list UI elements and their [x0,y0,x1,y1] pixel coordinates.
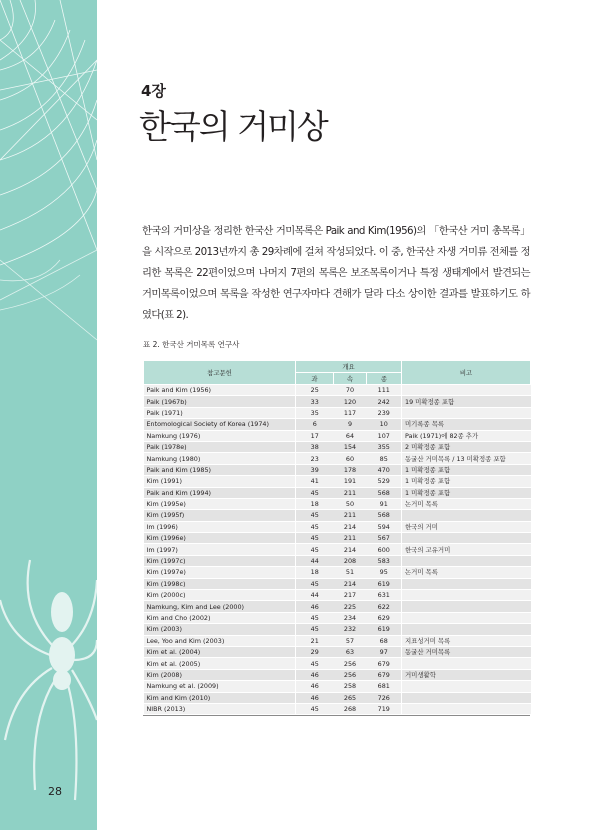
cell-genus: 64 [334,430,367,441]
cell-genus: 70 [334,385,367,396]
cell-species: 629 [367,612,402,623]
cell-species: 68 [367,635,402,646]
cell-note: 2 미확정종 포함 [402,441,531,452]
table-row [144,578,531,589]
cell-family: 46 [296,681,334,692]
cell-species: 111 [367,385,402,396]
cell-genus: 214 [334,521,367,532]
table-body [144,385,531,715]
cell-ref: NIBR (2013) [144,703,296,714]
cell-note [402,533,531,544]
cell-note [402,555,531,566]
cell-genus: 211 [334,510,367,521]
table-row [144,407,531,418]
cell-species: 568 [367,510,402,521]
table-row [144,624,531,635]
cell-family: 45 [296,624,334,635]
cell-ref: Kim (1998c) [144,578,296,589]
cell-ref: Im (1997) [144,544,296,555]
cell-genus: 50 [334,498,367,509]
cell-species: 594 [367,521,402,532]
cell-family: 45 [296,658,334,669]
cell-ref: Kim (2000c) [144,590,296,601]
cell-species: 242 [367,396,402,407]
cell-family: 45 [296,544,334,555]
cell-note: 한국의 고유거미 [402,544,531,555]
cell-family: 45 [296,533,334,544]
cell-genus: 234 [334,612,367,623]
table-row [144,681,531,692]
cell-genus: 211 [334,533,367,544]
cell-note: 1 미확정종 포함 [402,464,531,475]
table-row [144,476,531,487]
cell-ref: Kim (1991) [144,476,296,487]
cell-ref: Namkung (1976) [144,430,296,441]
cell-ref: Kim (2008) [144,669,296,680]
cell-family: 45 [296,703,334,714]
table-row [144,601,531,612]
cell-family: 46 [296,669,334,680]
cell-species: 681 [367,681,402,692]
spider-web-icon [0,0,97,830]
table-row [144,658,531,669]
cell-genus: 214 [334,544,367,555]
cell-note: Paik (1971)에 82종 추가 [402,430,531,441]
table-row [144,555,531,566]
cell-family: 18 [296,498,334,509]
cell-family: 45 [296,612,334,623]
cell-family: 45 [296,578,334,589]
table-caption: 표 2. 한국산 거미목록 연구사 [143,340,240,349]
table-row [144,498,531,509]
cell-ref: Kim et al. (2004) [144,646,296,657]
table-row [144,419,531,430]
cell-genus: 225 [334,601,367,612]
cell-genus: 268 [334,703,367,714]
cell-ref: Kim (1995f) [144,510,296,521]
cell-species: 91 [367,498,402,509]
cell-species: 583 [367,555,402,566]
cell-ref: Kim (1995e) [144,498,296,509]
cell-note [402,407,531,418]
cell-ref: Namkung et al. (2009) [144,681,296,692]
cell-ref: Kim (2003) [144,624,296,635]
cell-ref: Paik (1971) [144,407,296,418]
cell-species: 107 [367,430,402,441]
table-bottom-rule [143,715,530,716]
chapter-title: 한국의 거미상 [139,107,327,146]
table-row [144,453,531,464]
cell-genus: 258 [334,681,367,692]
cell-note: 한국의 거미 [402,521,531,532]
cell-species: 622 [367,601,402,612]
table-row [144,669,531,680]
cell-ref: Paik and Kim (1956) [144,385,296,396]
table-row [144,396,531,407]
spider-icon [0,560,97,800]
cell-genus: 214 [334,578,367,589]
cell-family: 17 [296,430,334,441]
body-paragraph: 한국의 거미상을 정리한 한국산 거미목록은 Paik and Kim(1956)의 「한국산 거미 총목록」을 시작으로 2013년까지 총 29차례에 걸쳐 작성되었다. 이 중, 한국산 자생 거미류 전체를 정리한 목록은 22편이었으며 나머지 7편의 목록은 보조목록이거나 특정 생태계에서 발견되는 거미목록이었으며 목록을 작성한 연구자마다 견해가 달라 다소 상이한 결과를 발표하기도 하였다(표 2). [142,225,530,321]
cell-ref: Entomological Society of Korea (1974) [144,419,296,430]
cell-family: 46 [296,692,334,703]
cell-genus: 117 [334,407,367,418]
header-genus: 속 [334,373,367,385]
cell-note: 동굴산 거미목록 [402,646,531,657]
cell-genus: 51 [334,567,367,578]
cell-family: 44 [296,555,334,566]
cell-ref: Kim and Cho (2002) [144,612,296,623]
cell-species: 619 [367,624,402,635]
cell-family: 18 [296,567,334,578]
cell-family: 29 [296,646,334,657]
cell-family: 6 [296,419,334,430]
cell-ref: Im (1996) [144,521,296,532]
cell-family: 45 [296,521,334,532]
cell-note [402,385,531,396]
cell-species: 679 [367,669,402,680]
table-row [144,703,531,714]
cell-note [402,658,531,669]
cell-genus: 154 [334,441,367,452]
cell-species: 97 [367,646,402,657]
cell-ref: Paik and Kim (1994) [144,487,296,498]
cell-species: 726 [367,692,402,703]
cell-family: 44 [296,590,334,601]
page-number: 28 [48,785,62,798]
cell-note: 거미생활학 [402,669,531,680]
cell-species: 568 [367,487,402,498]
cell-note [402,510,531,521]
table-row [144,464,531,475]
header-ref: 참고문헌 [144,361,296,385]
references-table [143,360,531,715]
cell-species: 719 [367,703,402,714]
cell-family: 38 [296,441,334,452]
cell-note: 1 미확정종 포함 [402,476,531,487]
cell-species: 95 [367,567,402,578]
cell-genus: 256 [334,658,367,669]
table-row [144,510,531,521]
cell-genus: 63 [334,646,367,657]
cell-genus: 256 [334,669,367,680]
cell-note: 1 미확정종 포함 [402,487,531,498]
cell-genus: 211 [334,487,367,498]
table-row [144,590,531,601]
cell-genus: 9 [334,419,367,430]
cell-genus: 191 [334,476,367,487]
cell-family: 46 [296,601,334,612]
header-note: 비고 [402,361,531,385]
cell-species: 529 [367,476,402,487]
cell-genus: 217 [334,590,367,601]
chapter-label: 4장 [141,82,166,100]
table-row [144,612,531,623]
cell-ref: Kim and Kim (2010) [144,692,296,703]
cell-note [402,590,531,601]
table-row [144,567,531,578]
cell-genus: 208 [334,555,367,566]
cell-genus: 60 [334,453,367,464]
cell-family: 25 [296,385,334,396]
cell-family: 23 [296,453,334,464]
table-row [144,430,531,441]
cell-genus: 232 [334,624,367,635]
cell-note [402,578,531,589]
cell-ref: Kim (1997e) [144,567,296,578]
cell-genus: 57 [334,635,367,646]
table-row [144,533,531,544]
cell-ref: Lee, Yoo and Kim (2003) [144,635,296,646]
cell-note: 논거미 목록 [402,498,531,509]
cell-species: 85 [367,453,402,464]
cell-species: 631 [367,590,402,601]
cell-family: 35 [296,407,334,418]
cell-ref: Namkung (1980) [144,453,296,464]
cell-ref: Paik (1967b) [144,396,296,407]
table-row [144,646,531,657]
header-group: 개요 [296,361,402,373]
cell-note [402,601,531,612]
cell-species: 679 [367,658,402,669]
cell-family: 39 [296,464,334,475]
table-row [144,521,531,532]
table-row [144,487,531,498]
table-row [144,385,531,396]
cell-species: 567 [367,533,402,544]
table-row [144,635,531,646]
cell-ref: Kim (1997c) [144,555,296,566]
header-family: 과 [296,373,334,385]
cell-species: 10 [367,419,402,430]
cell-note: 지표성거미 목록 [402,635,531,646]
cell-note: 19 미확정종 포함 [402,396,531,407]
cell-ref: Paik and Kim (1985) [144,464,296,475]
cell-note: 동굴산 거미목록 / 13 미확정종 포함 [402,453,531,464]
cell-species: 239 [367,407,402,418]
cell-species: 355 [367,441,402,452]
cell-species: 619 [367,578,402,589]
header-species: 종 [367,373,402,385]
cell-note: 미기록종 목록 [402,419,531,430]
cell-species: 470 [367,464,402,475]
cell-ref: Kim et al. (2005) [144,658,296,669]
cell-genus: 120 [334,396,367,407]
table-row [144,544,531,555]
cell-genus: 178 [334,464,367,475]
cell-genus: 265 [334,692,367,703]
cell-ref: Paik (1978e) [144,441,296,452]
cell-family: 33 [296,396,334,407]
table-row [144,692,531,703]
cell-note [402,692,531,703]
cell-family: 45 [296,487,334,498]
cell-note [402,624,531,635]
decorative-sidebar [0,0,97,830]
cell-family: 41 [296,476,334,487]
table-row [144,441,531,452]
cell-family: 45 [296,510,334,521]
cell-note: 논거미 목록 [402,567,531,578]
cell-note [402,612,531,623]
cell-family: 21 [296,635,334,646]
cell-species: 600 [367,544,402,555]
cell-note [402,703,531,714]
cell-ref: Namkung, Kim and Lee (2000) [144,601,296,612]
cell-ref: Kim (1996e) [144,533,296,544]
cell-note [402,681,531,692]
